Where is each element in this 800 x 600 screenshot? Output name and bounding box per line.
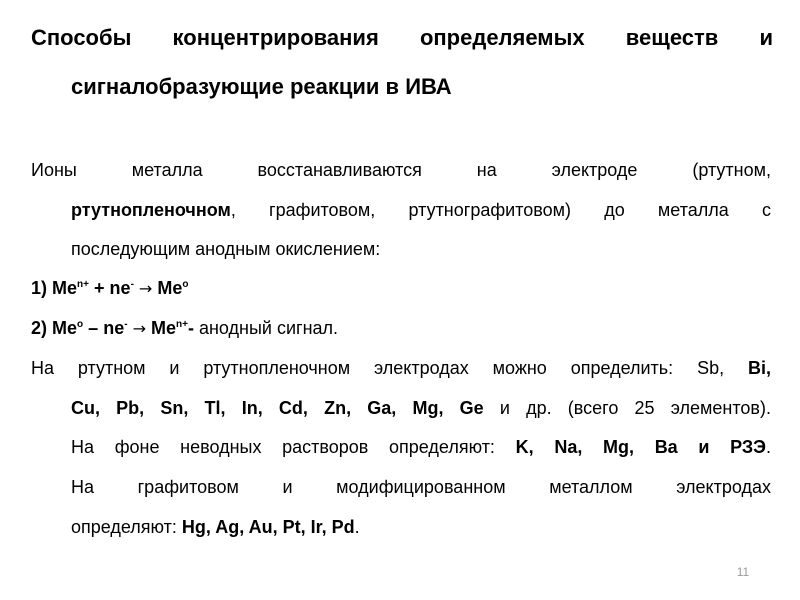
- paragraph-2-line-1-text: На ртутном и ртутнопленочном электродах можно определить: Sb,: [31, 358, 725, 378]
- equation-2-dash: -: [187, 318, 194, 338]
- equation-1: [31, 276, 771, 301]
- equation-2-number: 2): [31, 318, 48, 338]
- slide-title-line-2: сигналобразующие реакции в ИВА: [71, 74, 452, 99]
- element-list-mercury-electrodes: Cu, Pb, Sn, Tl, In, Cd, Zn, Ga, Mg, Ge: [71, 398, 484, 418]
- equation-2-electron-charge: -: [124, 319, 128, 330]
- paragraph-1-line-2-rest: , графитовом, ртутнографитовом) до металла с: [230, 200, 771, 220]
- equation-2-tail: анодный сигнал.: [198, 318, 339, 338]
- paragraph-2-line-2: [71, 396, 771, 420]
- equation-1-number: 1): [31, 278, 48, 298]
- right-arrow-icon: →: [132, 319, 146, 338]
- equation-1-metal-state: o: [182, 279, 189, 290]
- paragraph-1-line-2: [71, 198, 771, 222]
- paragraph-2-line-4-text: На графитовом и модифицированном металлом электродах: [71, 477, 771, 497]
- equation-1-electron-charge: -: [130, 279, 134, 290]
- equation-2-metal: Me: [52, 318, 78, 338]
- element-bi: Bi,: [747, 358, 771, 378]
- equation-2-metal-state: o: [77, 319, 84, 330]
- paragraph-2-line-5-text: определяют:: [71, 517, 177, 537]
- paragraph-2-line-2-rest: и др. (всего 25 элементов).: [499, 398, 771, 418]
- equation-2-metal-ion: Me: [151, 318, 177, 338]
- paragraph-1-line-1: [31, 158, 771, 182]
- equation-1-plus: +: [94, 278, 105, 298]
- equation-1-electrons: ne: [109, 278, 131, 298]
- equation-1-ion-charge: n+: [77, 279, 89, 290]
- equation-2-electrons: ne: [103, 318, 125, 338]
- paragraph-2-line-3-period: .: [765, 437, 771, 457]
- equation-2-minus: –: [88, 318, 99, 338]
- paragraph-2-line-3: [71, 435, 771, 459]
- equation-1-metal: Me: [157, 278, 183, 298]
- electrode-type-bold: ртутнопленочном: [71, 200, 231, 220]
- paragraph-2-line-3-text: На фоне неводных растворов определяют:: [71, 437, 495, 457]
- element-list-graphite: Hg, Ag, Au, Pt, Ir, Pd: [181, 517, 355, 537]
- paragraph-2-line-4: [71, 475, 771, 499]
- paragraph-2-line-5: [71, 515, 771, 539]
- equation-2: [31, 316, 771, 341]
- paragraph-1-line-3: последующим анодным окислением:: [71, 239, 381, 259]
- paragraph-2-line-1: [31, 356, 771, 380]
- slide-title-line-1: Способы концентрирования определяемых веществ и: [31, 25, 773, 50]
- equation-1-metal-ion: Me: [52, 278, 78, 298]
- equation-2-ion-charge: n+: [176, 319, 188, 330]
- paragraph-1-line-1-text: Ионы металла восстанавливаются на электроде (ртутном,: [31, 160, 771, 180]
- element-list-nonaqueous: K, Na, Mg, Ba и РЗЭ: [515, 437, 766, 457]
- page-number: 11: [736, 565, 750, 579]
- paragraph-2-line-5-period: .: [354, 517, 360, 537]
- right-arrow-icon: →: [138, 279, 153, 298]
